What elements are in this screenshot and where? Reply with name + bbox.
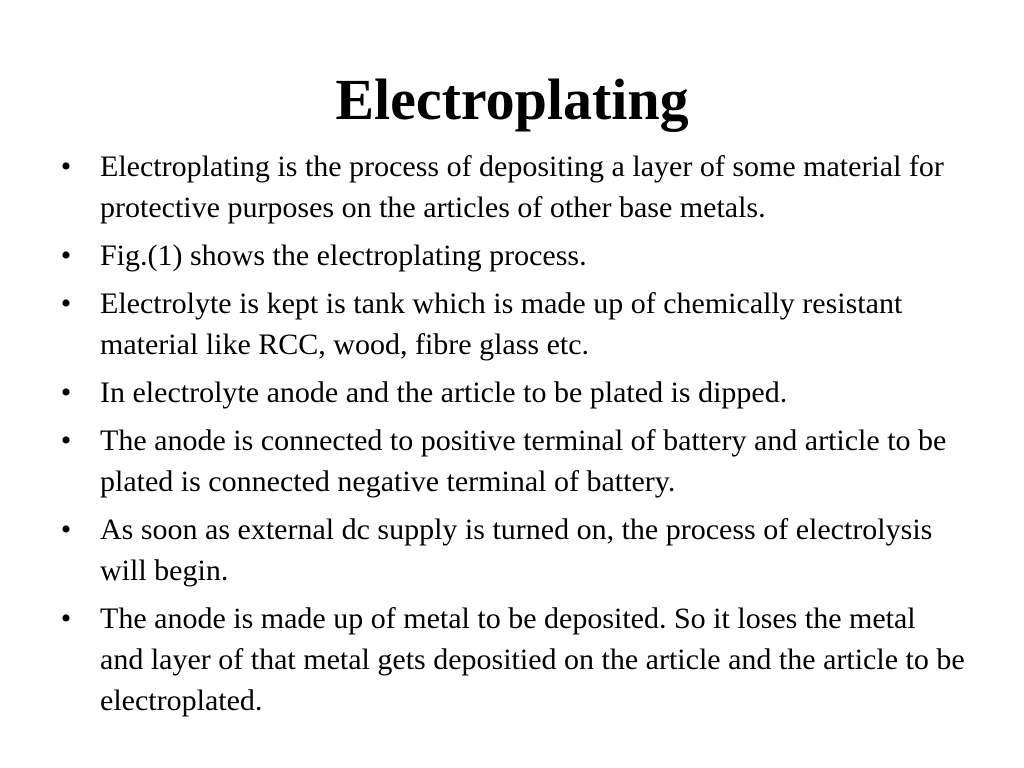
- bullet-icon: •: [60, 602, 72, 635]
- bullet-item: [56, 283, 966, 365]
- bullet-item: [56, 235, 966, 276]
- bullet-text: Electrolyte is kept is tank which is made up of chemically resistant material like RCC, wood, fibre glass etc.: [100, 287, 903, 361]
- bullet-icon: •: [60, 150, 72, 183]
- bullet-text: As soon as external dc supply is turned on, the process of electrolysis will begin.: [100, 513, 933, 587]
- bullet-text: Fig.(1) shows the electroplating process.: [100, 239, 587, 272]
- bullet-text: In electrolyte anode and the article to be plated is dipped.: [100, 376, 788, 409]
- bullet-item: [56, 372, 966, 413]
- bullet-text: Electroplating is the process of depositing a layer of some material for protective purposes on the articles of other base metals.: [100, 150, 944, 224]
- bullet-icon: •: [60, 239, 72, 272]
- bullet-item: [56, 146, 966, 228]
- bullet-item: [56, 598, 966, 721]
- slide-title: Electroplating: [335, 67, 689, 132]
- bullet-icon: •: [60, 287, 72, 320]
- bullet-list: [56, 146, 966, 728]
- bullet-item: [56, 420, 966, 502]
- bullet-text: The anode is made up of metal to be deposited. So it loses the metal and layer of that metal gets depositied on the article and the article to be electroplated.: [100, 602, 965, 717]
- bullet-icon: •: [60, 513, 72, 546]
- bullet-icon: •: [60, 424, 72, 457]
- bullet-text: The anode is connected to positive terminal of battery and article to be plated is connected negative terminal of battery.: [100, 424, 947, 498]
- bullet-icon: •: [60, 376, 72, 409]
- bullet-item: [56, 509, 966, 591]
